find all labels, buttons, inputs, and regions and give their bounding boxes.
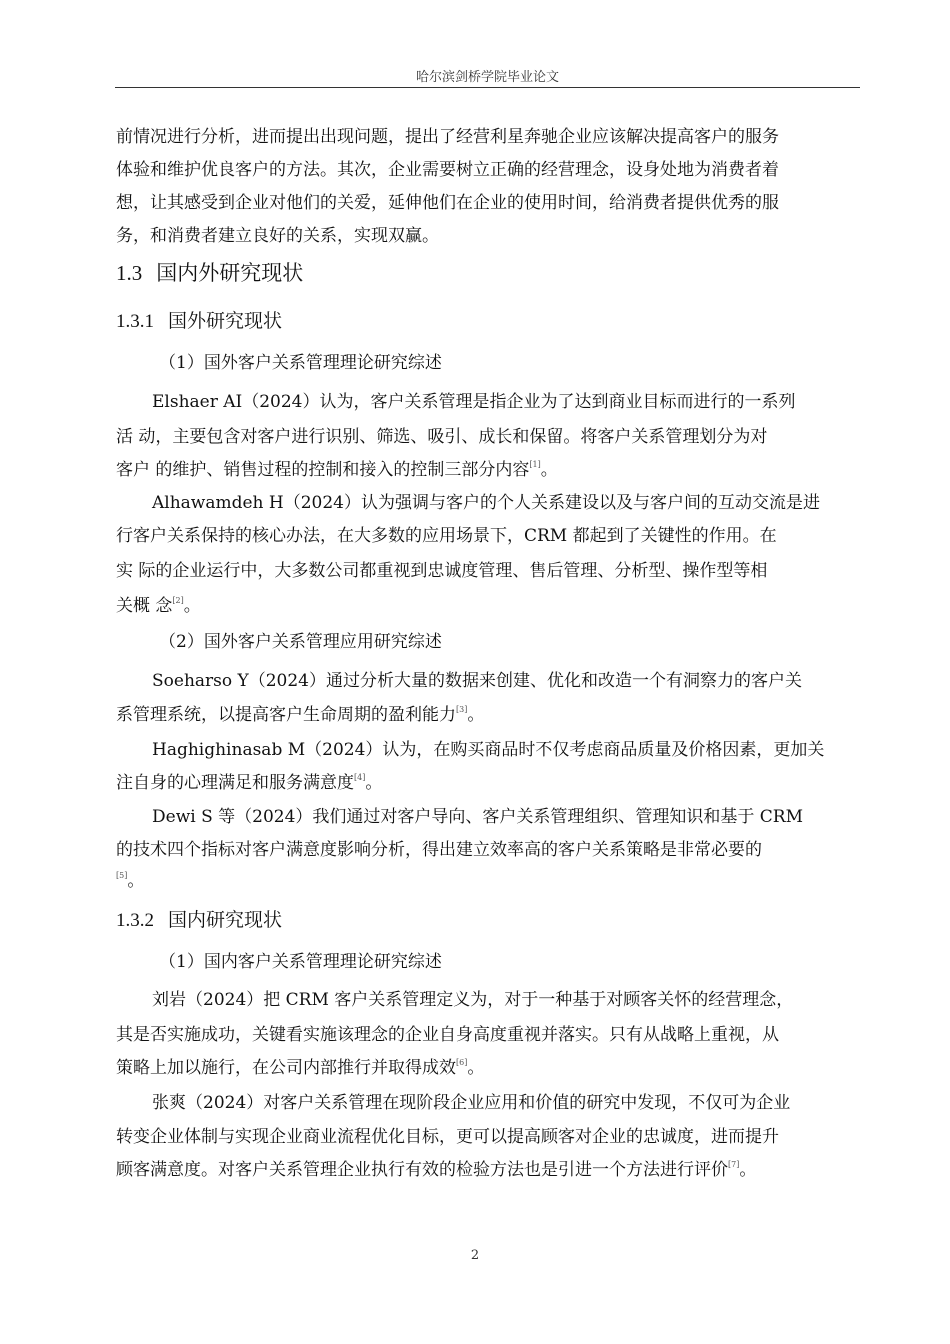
body-line [116, 768, 382, 793]
section-number: 1.3.2 [116, 910, 154, 931]
body-text: 策略上加以施行，在公司内部推行并取得成效 [116, 1058, 456, 1078]
body-text: 。 [365, 773, 383, 793]
body-line: 想，让其感受到企业对他们的关爱，延伸他们在企业的使用时间，给消费者提供优秀的服 [116, 193, 779, 213]
body-text: 顾客满意度。对客户关系管理企业执行有效的检验方法也是引进一个方法进行评价 [116, 1160, 728, 1180]
body-line [116, 866, 144, 891]
body-line: 行客户关系保持的核心办法，在大多数的应用场景下，CRM 都起到了关键性的作用。在 [116, 526, 777, 546]
body-text: 。 [183, 596, 201, 616]
citation-ref[interactable]: [6] [456, 1058, 468, 1067]
running-header: 哈尔滨剑桥学院毕业论文 [415, 70, 559, 85]
body-line: 张爽（2024）对客户关系管理在现阶段企业应用和价值的研究中发现，不仅可为企业 [152, 1093, 791, 1113]
citation-ref[interactable]: [3] [456, 705, 468, 714]
body-text: 。 [467, 705, 485, 725]
section-heading-1-3 [116, 257, 303, 287]
body-line: Haghighinasab M（2024）认为，在购买商品时不仅考虑商品质量及价格因素，更加关 [152, 740, 825, 760]
body-line: 实 际的企业运行中，大多数公司都重视到忠诚度管理、售后管理、分析型、操作型等相 [116, 561, 768, 581]
body-text: 关概 念 [116, 596, 173, 616]
body-line: 前情况进行分析，进而提出出现问题，提出了经营利星奔驰企业应该解决提高客户的服务 [116, 127, 779, 147]
body-line [116, 455, 558, 480]
body-line: Soeharso Y（2024）通过分析大量的数据来创建、优化和改造一个有洞察力的客户关 [152, 671, 802, 691]
body-line: 体验和维护优良客户的方法。其次，企业需要树立正确的经营理念，设身处地为消费者着 [116, 160, 779, 180]
section-title: 国内外研究现状 [156, 261, 304, 285]
section-number: 1.3 [116, 261, 143, 285]
subsection-label: （1）国外客户关系管理理论研究综述 [159, 353, 442, 373]
body-text: 注自身的心理满足和服务满意度 [116, 773, 354, 793]
body-text: 。 [467, 1058, 485, 1078]
body-line: 活 动，主要包含对客户进行识别、筛选、吸引、成长和保留。将客户关系管理划分为对 [116, 427, 768, 447]
body-line [116, 700, 484, 725]
citation-ref[interactable]: [1] [529, 460, 541, 469]
section-heading-1-3-2 [116, 905, 282, 932]
body-line [116, 1053, 484, 1078]
body-line [116, 591, 201, 616]
section-title: 国内研究现状 [168, 909, 283, 931]
body-text: 。 [739, 1160, 757, 1180]
body-line: 刘岩（2024）把 CRM 客户关系管理定义为，对于一种基于对顾客关怀的经营理念， [152, 990, 794, 1010]
body-line: 转变企业体制与实现企业商业流程优化目标，更可以提高顾客对企业的忠诚度，进而提升 [116, 1127, 779, 1147]
body-text: 客户 的维护、销售过程的控制和接入的控制三部分内容 [116, 460, 530, 480]
section-number: 1.3.1 [116, 311, 154, 332]
body-text: 。 [540, 460, 558, 480]
body-line: Dewi S 等（2024）我们通过对客户导向、客户关系管理组织、管理知识和基于 CRM [152, 807, 804, 827]
body-text: 。 [127, 871, 145, 891]
header-rule [115, 87, 860, 88]
body-line [116, 1155, 756, 1180]
body-line: 其是否实施成功，关键看实施该理念的企业自身高度重视并落实。只有从战略上重视，从 [116, 1025, 779, 1045]
citation-ref[interactable]: [5] [116, 871, 128, 880]
subsection-label: （2）国外客户关系管理应用研究综述 [159, 632, 442, 652]
body-line: 的技术四个指标对客户满意度影响分析，得出建立效率高的客户关系策略是非常必要的 [116, 840, 762, 860]
page-number: 2 [470, 1248, 480, 1263]
citation-ref[interactable]: [7] [728, 1160, 740, 1169]
citation-ref[interactable]: [4] [354, 773, 366, 782]
body-line: Alhawamdeh H（2024）认为强调与客户的个人关系建设以及与客户间的互动交流是进 [152, 493, 820, 513]
section-heading-1-3-1 [116, 306, 282, 333]
body-line: Elshaer AI（2024）认为，客户关系管理是指企业为了达到商业目标而进行的一系列 [152, 392, 796, 412]
citation-ref[interactable]: [2] [172, 596, 184, 605]
body-text: 系管理系统，以提高客户生命周期的盈利能力 [116, 705, 456, 725]
section-title: 国外研究现状 [168, 310, 283, 332]
subsection-label: （1）国内客户关系管理理论研究综述 [159, 952, 442, 972]
body-line: 务，和消费者建立良好的关系，实现双赢。 [116, 226, 439, 246]
